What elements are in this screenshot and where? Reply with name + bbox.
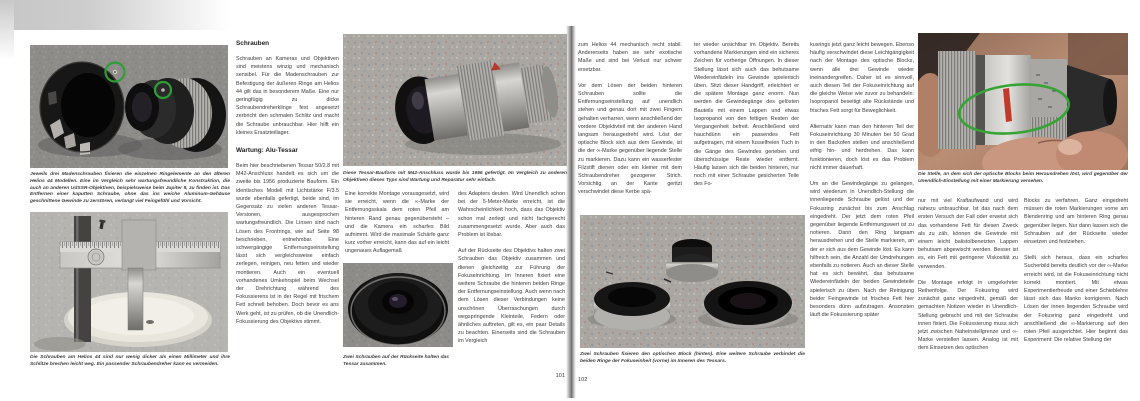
body-paragraph: kusrings jetzt ganz leicht bewegen. Ebenso häufig verschwindet diese Leichtgängigkeit nach der Montage des optische Blocks, wenn alle drei Gewinde wieder ineinandergreifen. Daher ist es sinnvoll, auch diesen Teil der Fokuseinrichtung auf die gleiche Weise wie zuvor zu behandeln: Isopropanol beseitigt alte Rückstände und frisches Fett sorgt für Beweglichkeit.: [810, 42, 914, 114]
left-column-2: [345, 190, 449, 260]
optical-block: [666, 239, 718, 282]
body-paragraph: ter wieder unsichtbar im Objektiv. Bereits vorhandene Markierungen sind ein sicheres Zeichen für vorherige Öffnungen. In dieser Stellung lässt sich auch das behutsame Wiedereinfädeln ins Gewinde spielerisch üben. Sitzt dieser Handgriff, erleichtert er die spätere Montage ganz enorm. Nun werden die Gewindegänge des gelösten Bauteils mit einem Lappen und etwas Isopropanol von den fettigen Resten der Vergangenheit befreit. Anschließend wird hauchdünn ein passendes Fett aufgetragen, mit einem fusselfreien Tuch in die Gänge des Gewindes gerieben und überschüssige Reste wieder entfernt. Häufig lassen sich die beiden hinteren, nur noch mit einer Schraube gesicherten Teile des Fo-: [694, 42, 799, 188]
body-paragraph: Vor dem Lösen der beiden hinteren Schrauben sollte die Entfernungseinstellung auf unendlich stehen und genau dort mit zwei Fingern gehalten verharren, wenn anschließend der vordere Objektivteil mit der anderen Hand langsam herausgedreht wird. Löst der optische Block sich aus dem Gewinde, ist die der ∞-Marke gegenüber liegende Stelle zu markieren. Dazu kann ein wasserfester Filzstift dienen oder ein kleiner mit dem Schraubendreher gezogener Strich. Vorsichtig an der Kante geritzt verschwindet diese Kerbe spä-: [578, 82, 682, 196]
body-paragraph: Die Montage erfolgt in umgekehrter Reihenfolge. Der Fokusring wird zunächst ganz eingedreht, gemäß der gemachten Notizen wieder in Unendlich-Stellung gebracht und mit der Schraube innen fixiert. Die Fokussierung muss sich jetzt zwischen Naheinstellgrenze und ∞-Marke verstellen lassen. Analog ist mit dem Einsetzen des optischen: [918, 279, 1018, 352]
body-paragraph: Eine korrekte Montage vorausgesetzt, wird sie erreicht, wenn die ∞-Marke der Entfernungsskala dem roten Pfeil am hinteren Rand genau gegenübersteht – und die Kamera ein scharfes Bild aufnimmt. Wird die maximale Schärfe ganz kurz vorher erreicht, kann das auf ein leicht ungenaues Auflagemaß: [345, 191, 449, 255]
right-column-5: [1024, 197, 1128, 393]
focus-ring-rear: [704, 281, 792, 329]
fingernail: [1058, 139, 1082, 155]
body-paragraph: Schrauben an Kameras und Objektiven sind meistens winzig und mechanisch sensibel. Für die Madenschrauben zur Befestigung der äußeren Ringe am Helios 44 gilt das in besonderem Maße. Eine nur geringfügig zu dicke Schraubendreherklinge fest angesetzt zerbricht den schmalen Schlitz und macht die Schraube unbrauchbar. Hier hilft ein kleines Ersatzteillager.: [236, 56, 339, 136]
scan-background-edge: [0, 0, 14, 60]
right-column-2: [694, 41, 799, 213]
body-paragraph: Blocks zu verfahren. Ganz eingedreht müssen die roten Markierungen vorne am Blendenring und am hinteren Ring genau gegenüber liegen. Nur dann lassen sich die Schrauben auf der Rückseite wieder einsetzen und festziehen.: [1024, 198, 1128, 246]
photo-lens-marking-in-hands: [918, 33, 1128, 170]
photo-helios-ring-elements: [30, 45, 228, 168]
section-heading-wartung: Wartung: Alu-Tessar: [236, 147, 298, 155]
body-paragraph: zum Helios 44 mechanisch recht stabil. Andererseits haben sie sehr exotische Maße und sind bei Verlust nur schwer ersetzbar.: [578, 42, 682, 73]
body-paragraph: nur mit viel Kraftaufwand und wird nahezu unbrauchbar. Ist das nach dem ersten Versuch der Fall oder erweist sich das vorhandene Fett für diesen Zweck als zu zäh, können die Gewinde mit einem leicht balistolbenetzten Lappen behutsam abgewischt werden. Besser ist es, ein Fett mit geringerer Viskosität zu verwenden.: [918, 198, 1018, 270]
page-gutter-shadow: [566, 26, 576, 398]
caption-parts: Zwei Schrauben fixieren den optischen Block (hinten). Eine weitere Schraube verbindet die beiden Ringe der Fokuseinheit (vorne) im Inneren des Tessars.: [580, 352, 805, 364]
caption-helios-rings: Jeweils drei Madenschrauben fixieren die einzelnen Ringelemente an den älteren Helios 44 Modellen. Eine im Vergleich sehr wartungsfreundliche Konstruktion, die auch an anderen UdSSR-Objektiven, beispielsweise beim Jupiter 9, zu finden ist. Das Entfernen einer kaputten Schraube, ohne das ins weiche Aluminum-Gehäuse geschnittene Gewinde zu zerstören, verlangt viel Feingefühl und Vorsicht.: [30, 172, 230, 205]
body-paragraph: des Adapters deuten. Wird Unendlich schon bei der 5-Meter-Marke erreicht, ist die Wahrscheinlichkeit hoch, dass das Objektiv schon mal zerlegt und nicht fachgerecht zusammengesetzt wurde. Aber auch das Problem ist lösbar.: [458, 191, 565, 239]
left-column-1: [236, 40, 339, 388]
body-paragraph: Um an die Gewindegänge zu gelangen, wird wiederum in Unendlich-Stellung die innenliegende Schraube gelöst und der Fokusring zunächst bis zum Anschlag eingedreht. Der jetzt dem roten Pfeil gegenüber liegende Entfernungswert ist zu notieren. Dann den Ring langsam herausdrehen und die Stelle markieren, an der er sich aus dem Gewinde löst. Es kann hilfreich sein, die Anzahl der Umdrehungen ebenfalls zu notieren. Auch an dieser Stelle hat es sich bewährt, das behutsame Wiedereinfädeln der beiden Gewindeteile spielerisch zu üben. Nach der Reinigung beider Feingewinde ist frisches Fett hier besonders dünn aufzutragen. Ansonsten läuft die Fokussierung später: [810, 181, 914, 319]
right-column-3: [810, 41, 914, 391]
photo-disassembled-parts: [580, 215, 805, 348]
photo-tessar-lens: [343, 34, 567, 166]
focus-ring-front: [594, 282, 670, 330]
scan-background: [0, 0, 250, 30]
body-paragraph: Alternativ kann man den hinteren Teil der Fokuseinrichtung 30 Minuten bei 50 Grad in den Backofen stellen und anschließend eifrig hin- und herdrehen. Das kann funktionieren, doch löst es das Problem nicht immer dauerhaft.: [810, 123, 914, 171]
right-column-1: [578, 41, 682, 209]
caption-tessar: Diese Tessar-Bauform mit M42-Anschluss wurde bis 1956 gefertigt. Im Vergleich zu anderen Objektiven dieses Typs sind Wartung und Reparatur sehr einfach.: [343, 171, 567, 183]
caption-tessar-rear: Zwei Schrauben auf der Rückseite halten das Tessar zusammen.: [343, 355, 449, 367]
page-number-102: 102: [578, 377, 588, 383]
photo-tessar-rear: [343, 263, 453, 347]
body-paragraph: Stellt sich heraus, dass ein scharfes Sucherbild bereits deutlich vor der ∞-Marke erreicht wird, ist die Fokuseinrichtung nicht korrekt montiert. Mit etwas Experimentierfreude und einer Schieblehre lässt sich das Manko korrigieren. Nach Lösen der innen liegenden Schraube wird der Fokusring ganz eingedreht und anschließend die ∞-Markierung auf den roten Pfeil ausgerichtet. Hier beginnt das Experiment: Die relative Stellung der: [1024, 255, 1128, 344]
left-column-3: [458, 190, 565, 372]
photo-caliper-measuring-screw: [30, 212, 228, 352]
section-heading-schrauben: Schrauben: [236, 40, 270, 47]
body-paragraph: Beim hier beschriebenen Tessar 50/2.8 mit M42-Anschluss handelt es sich um die zweite bis 1956 produzierte Bauform. Ein identisches Modell mit Lichtstärke F/3.5 wurde ebenfalls gefertigt, beide sind, im Gegensatz zu vielen anderen Tessar-Versionen, ausgesprochen wartungsfreundlich. Die Linsen sind nach Lösen des Frontrings, wie auf Seite 98 beschrieben, entnehmbar. Eine schwergängige Entfernungseinstellung lässt sich vergleichsweise einfach zerlegen, reinigen, neu fetten und wieder montieren. Auch ein eventuell vorhandenes Umkehrspiel beim Wechsel der Drehrichtung während des Fokussierens ist in der Regel mit frischem Fett schnell behoben. Doch bevor es ans Werk geht, ist zu prüfen, ob die Unendlich-Fokussierung des Objektivs stimmt.: [236, 163, 339, 325]
body-paragraph: Auf der Rückseite des Objektivs halten zwei Schrauben das Objektiv zusammen und dienen gleichzeitig zur Führung der Fokuseinrichtung. Im Inneren fixiert eine weitere Schraube die hinteren beiden Ringe der Entfernungseinstellung. Auch wenn nach dem Lösen dieser Verbindungen keine unschönen Überraschungen durch wegspringende Kleinteile, Federn oder ähnliches auftreten, gilt es, ein paar Details zu beachten. Einerseits sind die Schrauben im Vergleich: [458, 248, 565, 345]
page-number-101: 101: [555, 373, 565, 379]
caption-caliper: Die Schrauben am Helios 44 sind nur wenig dicker als einen Millimeter und ihre Schlitze brechen leicht weg. Ein passender Schraubendreher kann es vermeiden.: [30, 355, 230, 367]
caption-marking: Die Stelle, an dem sich der optische Blocks beim Herausdrehen löst, wird gegenüber der Unendlich-Einstellung mit einer Markierung versehen.: [918, 172, 1128, 184]
right-column-4: [918, 197, 1018, 393]
